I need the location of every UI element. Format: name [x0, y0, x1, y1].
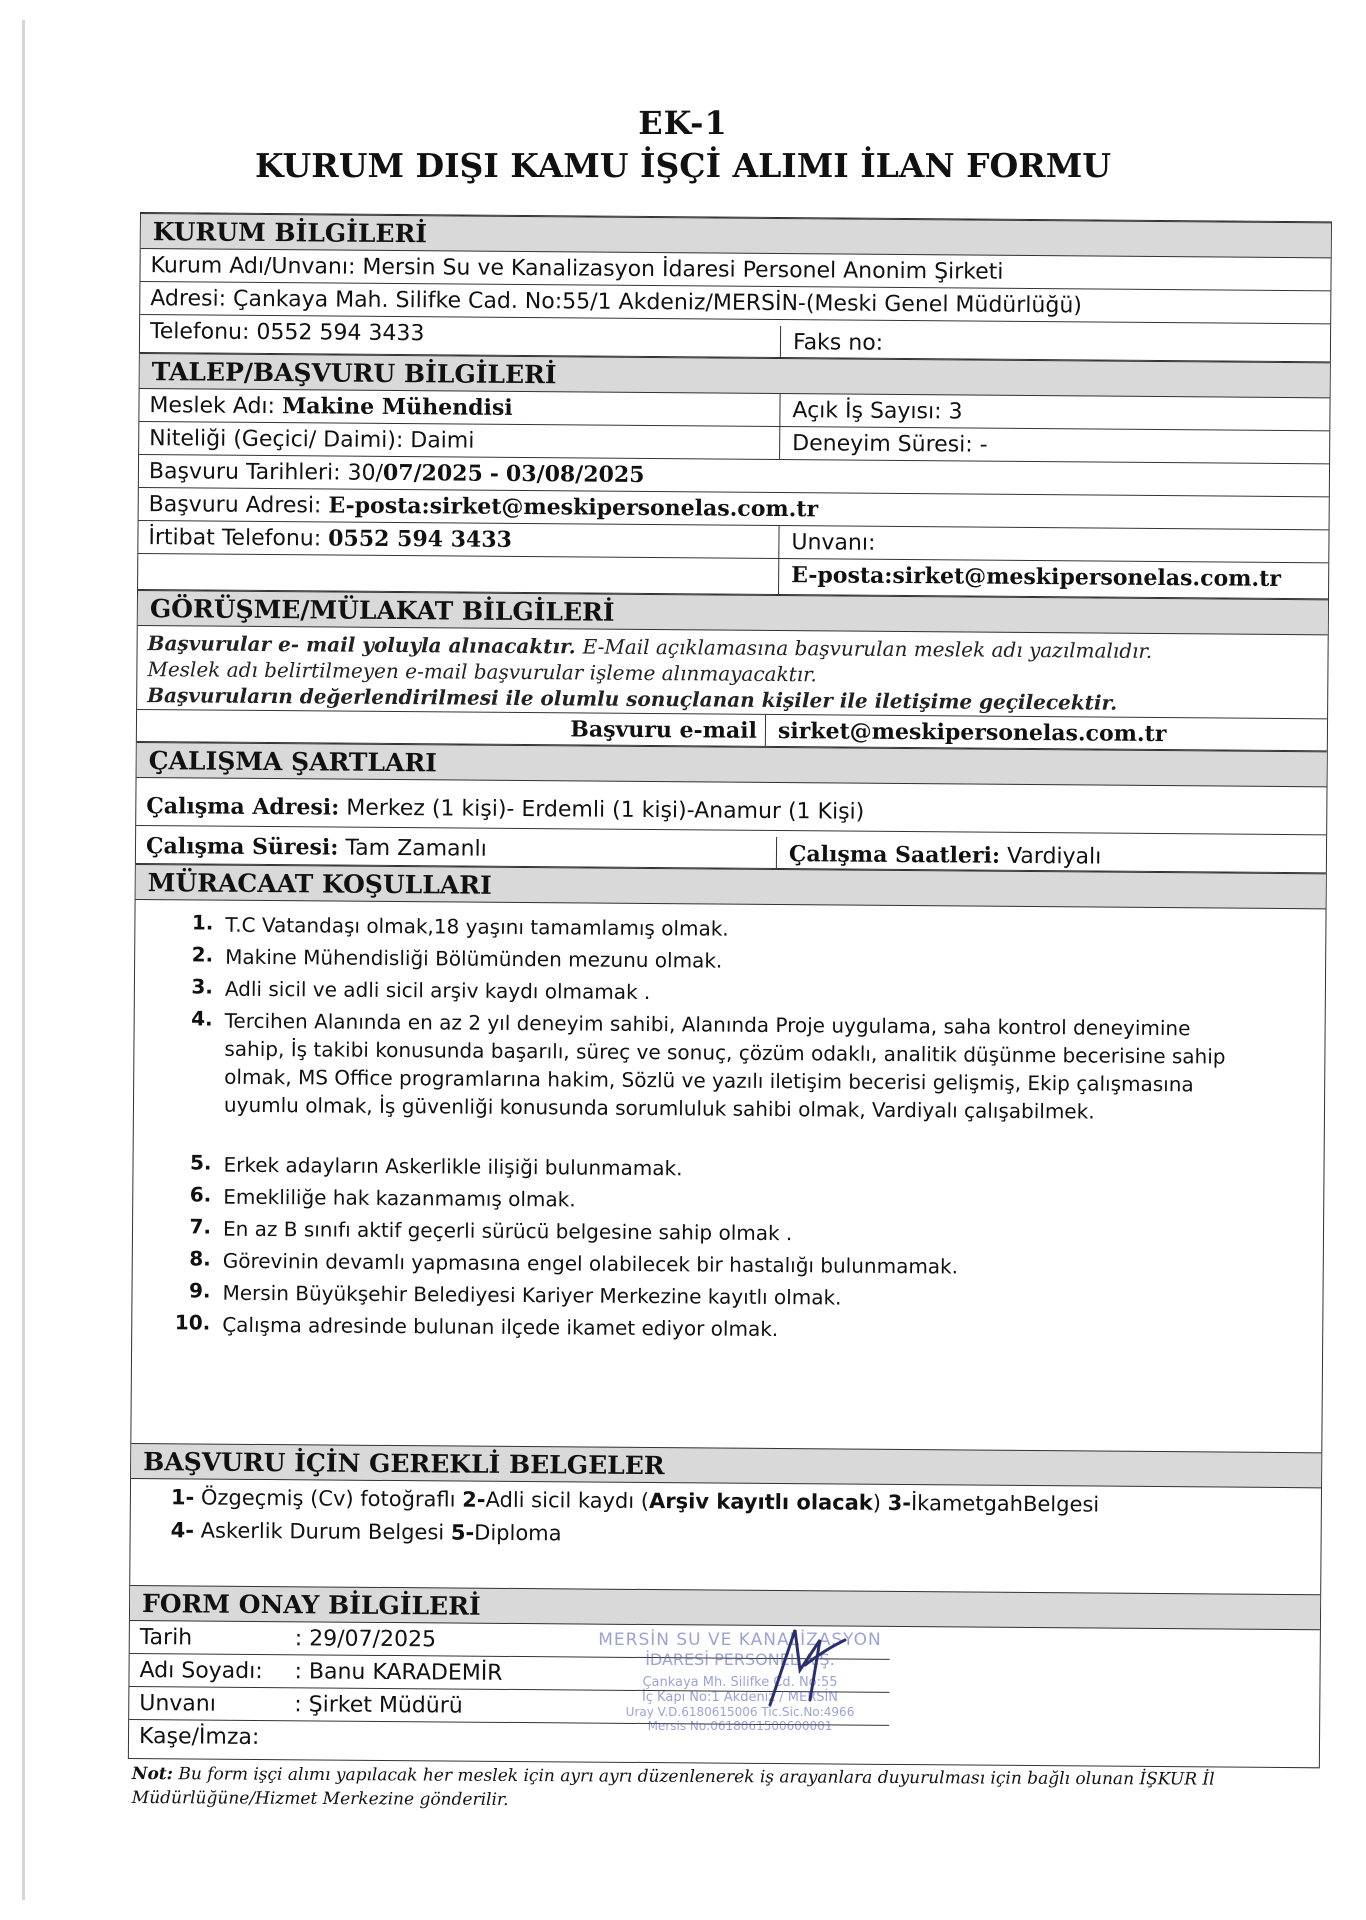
cell-acik-is [779, 394, 962, 427]
doc-text: Özgeçmiş (Cv) fotoğraflı [200, 1485, 456, 1512]
label-meslek: Meslek Adı: [149, 393, 276, 420]
section-kurum: KURUM BİLGİLERİ [141, 213, 1331, 258]
item-number: 2. [191, 942, 214, 967]
value-tarih-end: 03/08/2025 [505, 460, 645, 488]
onay-value: : 29/07/2025 [294, 1626, 437, 1653]
doc-text: Adli sicil kaydı ( [485, 1487, 650, 1514]
onay-label: Kaşe/İmza: [138, 1724, 260, 1750]
section-belgeler: BAŞVURU İÇİN GEREKLİ BELGELER [131, 1443, 1321, 1488]
label-telefon: Telefonu: [149, 319, 250, 345]
item-text: Makine Mühendisliği Bölümünden mezunu olmak. [225, 944, 723, 973]
value-calisma-adresi: Merkez (1 kişi)- Erdemli (1 kişi)-Anamur (1 Kişi) [346, 795, 865, 825]
value-nitelik: Daimi [410, 428, 475, 454]
item-text: Mersin Büyükşehir Belediyesi Kariyer Merkezine kayıtlı olmak. [222, 1280, 842, 1310]
onay-label: Unvanı [139, 1691, 216, 1717]
cell-email [778, 559, 1281, 598]
value-calisma-suresi: Tam Zamanlı [345, 835, 487, 862]
page-title: KURUM DIŞI KAMU İŞÇİ ALIMI İLAN FORMU [254, 146, 1112, 185]
cell-calisma-saatleri [776, 837, 1102, 871]
value-basvuru-email: sirket@meskipersonelas.com.tr [777, 718, 1167, 748]
belgeler-line-2 [171, 1518, 562, 1545]
value-irtibat: 0552 594 3433 [328, 525, 512, 553]
section-muracaat: MÜRACAAT KOŞULLARI [136, 864, 1326, 909]
item-number: 3. [191, 974, 214, 999]
label-kurum-adi: Kurum Adı/Unvanı: [150, 253, 356, 280]
muracaat-list [132, 900, 1326, 1389]
cell-unvan [778, 526, 875, 559]
doc-text-bold: Arşiv kayıtlı olacak [648, 1489, 873, 1515]
label-calisma-adresi: Çalışma Adresi: [146, 793, 340, 821]
belgeler-line-1 [171, 1485, 1099, 1516]
item-text: Tercihen Alanında en az 2 yıl deneyim sahibi, Alanında Proje uygulama, saha kontrol deneyimine sahip, İş takibi konusunda başarılı, süreç ve sonuç, çözüm odaklı, analitik düşünme becerisine sahip olmak, MS Office programlarına hakim, Sözlü ve yazılı iletişim becerisi gelişmiş, Ekip çalışmasına uyumlu olmak, İş güvenliği konusunda sorumluluk sahibi olmak, Vardiyalı çalışabilmek. [223, 1008, 1226, 1124]
cell-faks [780, 326, 883, 358]
form-code: EK-1 [638, 104, 728, 142]
gorusme-line-2: Meslek adı belirtilmeyen e-mail başvurular işleme alınmayacaktır. [147, 657, 817, 687]
doc-number: 5- [450, 1520, 475, 1545]
doc-text: Diploma [474, 1520, 562, 1546]
doc-number: 4- [170, 1518, 195, 1543]
label-faks: Faks no: [792, 330, 884, 356]
label-irtibat: İrtibat Telefonu: [148, 525, 322, 552]
value-deneyim: - [979, 432, 988, 458]
onay-label: Adı Soyadı: [139, 1658, 263, 1685]
gorusme-line-1-bold: Başvurular e- mail yoluyla alınacaktır. [147, 631, 576, 659]
item-number: 1. [191, 910, 214, 935]
note-text: Bu form işçi alımı yapılacak her meslek için ayrı ayrı düzenlenerek iş arayanlara duyurulması için bağlı olunan İŞKUR İl Müdürlüğüne/Hizmet Merkezine gönderilir. [131, 1764, 1215, 1810]
item-number: 10. [174, 1310, 211, 1335]
onay-value: : Şirket Müdürü [294, 1692, 463, 1719]
stamp-line-2: İDARESİ PERSONEL A.Ş. [645, 1650, 835, 1669]
section-onay: FORM ONAY BİLGİLERİ [130, 1585, 1320, 1630]
stamp-line-5: Uray V.D.6180615006 Tic.Sic.No:4966 [625, 1705, 855, 1719]
footer-note [132, 1762, 1272, 1816]
stamp-line-4: İç Kapı No:1 Akdeniz / MERSİN [641, 1690, 839, 1705]
value-adres: Çankaya Mah. Silifke Cad. No:55/1 Akdeniz/MERSİN-(Meski Genel Müdürlüğü) [232, 286, 1082, 319]
stamp-line-1: MERSİN SU VE KANALİZASYON [598, 1630, 882, 1650]
item-text: T.C Vatandaşı olmak,18 yaşını tamamlamış olmak. [225, 912, 729, 941]
onay-value: : Banu KARADEMİR [294, 1659, 503, 1686]
label-acik-is: Açık İş Sayısı: [792, 398, 942, 425]
item-number: 4. [191, 1006, 213, 1031]
section-gorusme: GÖRÜŞME/MÜLAKAT BİLGİLERİ [138, 590, 1328, 635]
doc-number: 3- [887, 1490, 912, 1516]
item-text: Çalışma adresinde bulunan ilçede ikamet ediyor olmak. [222, 1312, 779, 1342]
value-acik-is: 3 [948, 399, 963, 425]
value-tarih-start-plain: 30/ [347, 460, 384, 486]
scan-edge [22, 20, 25, 1900]
onay-label: Tarih [139, 1625, 193, 1651]
label-calisma-saatleri: Çalışma Saatleri: [788, 841, 1001, 869]
list-item [164, 1150, 1244, 1181]
value-basvuru-adresi: E-posta:sirket@meskipersonelas.com.tr [328, 492, 819, 523]
form-table [128, 212, 1332, 1768]
gorusme-line-3: Başvuruların değerlendirilmesi ile olumlu sonuçlanan kişiler ile iletişime geçilecektir. [147, 683, 1118, 715]
label-basvuru-adresi: Başvuru Adresi: [148, 492, 322, 519]
item-text: En az B sınıfı aktif geçerli sürücü belgesine sahip olmak . [222, 1216, 793, 1246]
cell-deneyim [779, 427, 988, 461]
value-tarih-sep: - [489, 460, 500, 487]
item-text: Erkek adayların Askerlikle ilişiği bulunmamak. [223, 1152, 683, 1181]
item-number: 7. [189, 1214, 212, 1239]
value-tarih-start-bold: 07/2025 [382, 459, 483, 487]
item-number: 8. [189, 1246, 211, 1271]
doc-number: 1- [170, 1485, 195, 1510]
label-adres: Adresi: [150, 286, 227, 312]
label-tarih: Başvuru Tarihleri: [148, 459, 341, 486]
label-unvan: Unvanı: [791, 530, 876, 556]
item-number: 9. [188, 1278, 211, 1303]
section-talep: TALEP/BAŞVURU BİLGİLERİ [140, 353, 1330, 398]
section-calisma: ÇALIŞMA ŞARTLARI [137, 742, 1327, 787]
label-deneyim: Deneyim Süresi: [792, 431, 973, 458]
stamp-line-6: Mersis No:0618061500600001 [647, 1719, 833, 1733]
item-number: 5. [189, 1150, 212, 1175]
value-email: E-posta:sirket@meskipersonelas.com.tr [791, 562, 1281, 592]
list-item [166, 910, 1246, 941]
item-text: Emekliliğe hak kazanmamış olmak. [223, 1184, 576, 1212]
doc-text: ) [872, 1490, 882, 1515]
gorusme-line-1-rest: E-Mail açıklamasına başvurulan meslek adı yazılmalıdır. [582, 634, 1153, 663]
item-text: Görevinin devamlı yapmasına engel olabilecek bir hastalığı bulunmamak. [222, 1248, 959, 1279]
cell-basvuru-email [765, 715, 1167, 749]
label-nitelik: Niteliği (Geçici/ Daimi): [149, 426, 404, 454]
doc-text: İkametgahBelgesi [910, 1491, 1100, 1517]
note-label: Not: [131, 1764, 174, 1785]
value-kurum-adi: Mersin Su ve Kanalizasyon İdaresi Personel Anonim Şirketi [362, 254, 1004, 285]
label-basvuru-email: Başvuru e-mail [570, 716, 758, 744]
value-telefon: 0552 594 3433 [256, 319, 425, 347]
item-text: Adli sicil ve adli sicil arşiv kaydı olmamak . [224, 976, 651, 1005]
doc-text: Askerlik Durum Belgesi [200, 1518, 445, 1545]
doc-number: 2- [462, 1487, 486, 1512]
stamp-line-3: Çankaya Mh. Silifke Cd. No:55 [642, 1675, 838, 1690]
value-calisma-saatleri: Vardiyalı [1006, 843, 1102, 870]
value-meslek: Makine Mühendisi [281, 393, 513, 421]
label-calisma-suresi: Çalışma Süresi: [145, 833, 339, 861]
item-number: 6. [189, 1182, 212, 1207]
signature-mark [740, 1610, 860, 1720]
